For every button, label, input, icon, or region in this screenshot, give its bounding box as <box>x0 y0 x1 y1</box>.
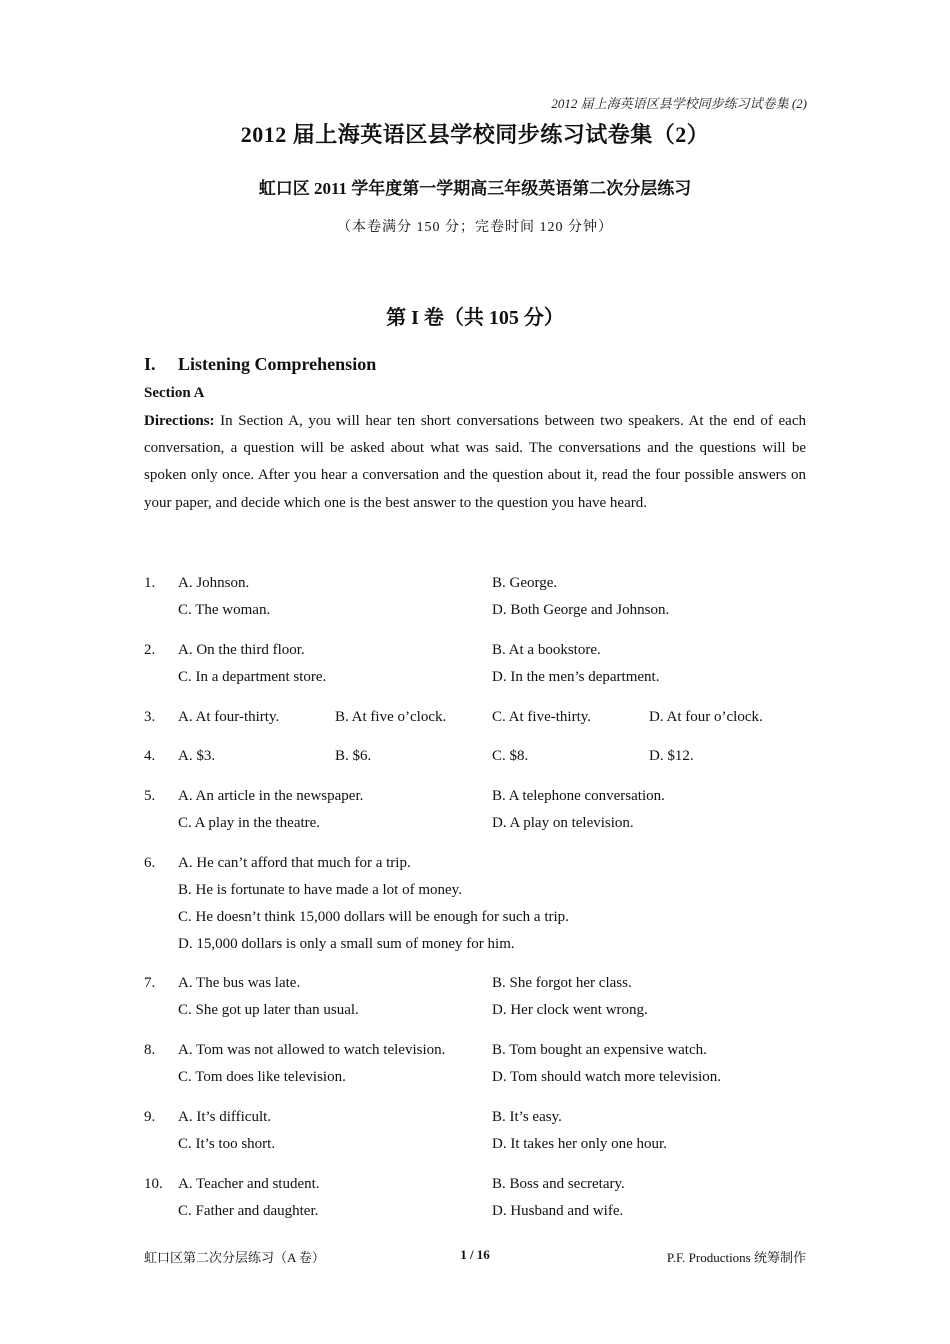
option-a: A. On the third floor. <box>178 642 305 658</box>
option-a: A. Teacher and student. <box>178 1176 320 1192</box>
option-d: D. A play on television. <box>492 815 634 831</box>
score-note: （本卷满分 150 分；完卷时间 120 分钟） <box>337 220 613 235</box>
option-b: B. It’s easy. <box>492 1109 562 1125</box>
directions-paragraph <box>144 408 806 517</box>
option-a: A. Tom was not allowed to watch television. <box>178 1042 446 1058</box>
option-b: B. $6. <box>335 748 372 764</box>
footer-right: P.F. Productions 统筹制作 <box>666 1250 806 1265</box>
option-d: D. $12. <box>649 748 694 764</box>
option-a: A. At four-thirty. <box>178 709 280 725</box>
question-number: 1. <box>144 575 156 591</box>
option-d: D. Tom should watch more television. <box>492 1069 722 1085</box>
question-number: 8. <box>144 1042 156 1058</box>
option-c: C. The woman. <box>178 602 271 618</box>
option-d: D. At four o’clock. <box>649 709 763 725</box>
option-b: B. At a bookstore. <box>492 642 601 658</box>
option-c: C. It’s too short. <box>178 1136 276 1152</box>
option-c: C. In a department store. <box>178 669 327 685</box>
option-a: A. Johnson. <box>178 575 250 591</box>
option-b: B. George. <box>492 575 558 591</box>
footer-left: 虹口区第二次分层练习（A 卷） <box>144 1250 325 1265</box>
running-header: 2012 届上海英语区县学校同步练习试卷集 (2) <box>551 96 807 111</box>
question-number: 7. <box>144 975 156 991</box>
question-number: 2. <box>144 642 156 658</box>
directions-text: In Section A, you will hear ten short conversations between two speakers. At the end of each conversation, a question will be asked about what was said. The conversations and the questions will be spoken only once. After you hear a conversation and the question about it, read the four possible answers on your paper, and decide which one is the best answer to the question you have heard. <box>144 413 806 511</box>
option-c: C. At five-thirty. <box>492 709 592 725</box>
option-d: D. 15,000 dollars is only a small sum of money for him. <box>178 936 515 952</box>
option-d: D. Both George and Johnson. <box>492 602 670 618</box>
directions-label: Directions: <box>144 413 215 429</box>
option-b: B. He is fortunate to have made a lot of money. <box>178 882 462 898</box>
question-number: 6. <box>144 855 156 871</box>
question-number: 9. <box>144 1109 156 1125</box>
option-c: C. $8. <box>492 748 529 764</box>
option-a: A. $3. <box>178 748 216 764</box>
option-c: C. He doesn’t think 15,000 dollars will be enough for such a trip. <box>178 909 569 925</box>
section-number: I. <box>144 354 156 374</box>
option-a: A. The bus was late. <box>178 975 301 991</box>
section-heading <box>144 354 376 375</box>
option-d: D. In the men’s department. <box>492 669 660 685</box>
document-title: 2012 届上海英语区县学校同步练习试卷集（2） <box>240 122 710 147</box>
section-name: Listening Comprehension <box>178 354 377 374</box>
option-b: B. Tom bought an expensive watch. <box>492 1042 707 1058</box>
option-c: C. She got up later than usual. <box>178 1002 359 1018</box>
option-c: C. Tom does like television. <box>178 1069 346 1085</box>
option-b: B. A telephone conversation. <box>492 788 665 804</box>
option-b: B. At five o’clock. <box>335 709 447 725</box>
option-c: C. A play in the theatre. <box>178 815 321 831</box>
option-a: A. An article in the newspaper. <box>178 788 364 804</box>
section-sub-heading: Section A <box>144 385 205 401</box>
question-number: 10. <box>144 1176 163 1192</box>
question-number: 4. <box>144 748 156 764</box>
option-b: B. Boss and secretary. <box>492 1176 625 1192</box>
option-a: A. It’s difficult. <box>178 1109 272 1125</box>
document-subtitle: 虹口区 2011 学年度第一学期高三年级英语第二次分层练习 <box>258 179 692 198</box>
question-number: 3. <box>144 709 156 725</box>
option-c: C. Father and daughter. <box>178 1203 319 1219</box>
option-d: D. It takes her only one hour. <box>492 1136 667 1152</box>
option-b: B. She forgot her class. <box>492 975 632 991</box>
page-number: 1 / 16 <box>460 1247 490 1262</box>
question-number: 5. <box>144 788 156 804</box>
option-a: A. He can’t afford that much for a trip. <box>178 855 411 871</box>
option-d: D. Husband and wife. <box>492 1203 624 1219</box>
option-d: D. Her clock went wrong. <box>492 1002 648 1018</box>
part-title: 第 I 卷（共 105 分） <box>386 307 564 329</box>
